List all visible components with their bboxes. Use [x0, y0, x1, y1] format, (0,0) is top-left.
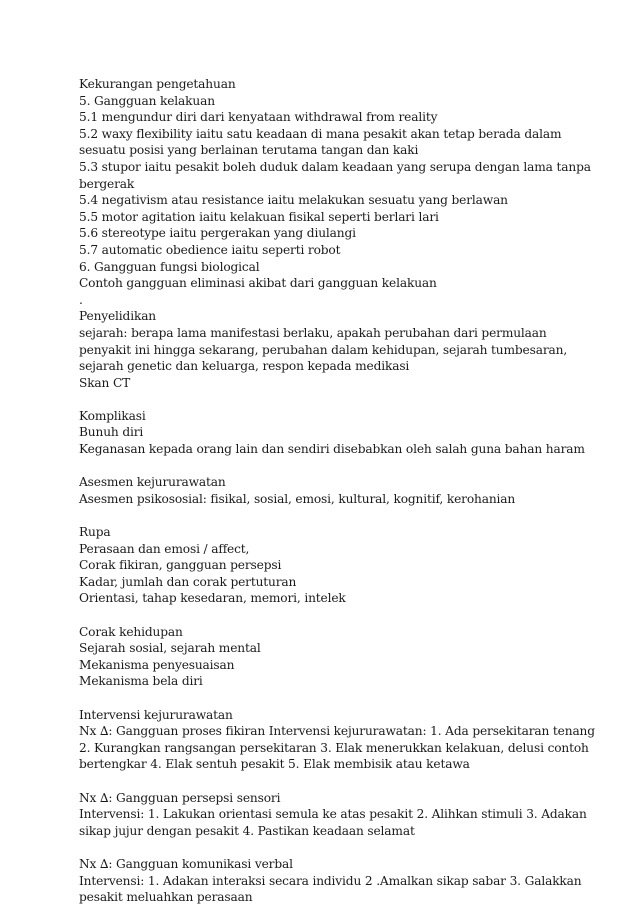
text-line: Mekanisma penyesuaisan [79, 657, 235, 672]
text-line: sejarah: berapa lama manifestasi berlaku, apakah perubahan dari permulaan [79, 325, 547, 340]
paragraph-spacer [79, 839, 569, 856]
text-block [79, 408, 585, 458]
text-line: Skan CT [79, 375, 131, 390]
block-heading-line: Asesmen kejururawatan [79, 475, 226, 490]
text-block [79, 624, 569, 690]
text-line: sikap jujur dengan pesakit 4. Pastikan keadaan selamat [79, 823, 415, 838]
paragraph-spacer [79, 690, 569, 707]
paragraph-spacer [79, 391, 569, 408]
block-heading-line: Corak kehidupan [79, 624, 183, 639]
text-line: . [79, 292, 83, 307]
block-heading-line: Nx ∆: Gangguan komunikasi verbal [79, 856, 293, 871]
text-block [79, 76, 591, 391]
text-line: Intervensi: 1. Adakan interaksi secara individu 2 .Amalkan sikap sabar 3. Galakkan [79, 873, 582, 888]
text-line: bergerak [79, 176, 135, 191]
text-block [79, 524, 569, 607]
text-line: 5.2 waxy flexibility iaitu satu keadaan di mana pesakit akan tetap berada dalam [79, 126, 562, 141]
text-line: pesakit meluahkan perasaan [79, 890, 253, 905]
text-line: 5.4 negativism atau resistance iaitu melakukan sesuatu yang berlawan [79, 193, 508, 208]
text-line: Kadar, jumlah dan corak pertuturan [79, 574, 297, 589]
text-line: sejarah genetic dan keluarga, respon kepada medikasi [79, 359, 410, 374]
text-line: 5.1 mengundur diri dari kenyataan withdrawal from reality [79, 110, 438, 125]
text-line: 2. Kurangkan rangsangan persekitaran 3. Elak menerukkan kelakuan, delusi contoh [79, 740, 589, 755]
paragraph-spacer [79, 773, 569, 790]
text-line: Intervensi: 1. Lakukan orientasi semula ke atas pesakit 2. Alihkan stimuli 3. Adakan [79, 807, 587, 822]
text-line: penyakit ini hingga sekarang, perubahan dalam kehidupan, sejarah tumbesaran, [79, 342, 568, 357]
text-block [79, 856, 582, 906]
text-line: 5.7 automatic obedience iaitu seperti robot [79, 242, 341, 257]
text-line: Corak fikiran, gangguan persepsi [79, 558, 282, 573]
text-line: 6. Gangguan fungsi biological [79, 259, 260, 274]
block-heading-line: Intervensi kejururawatan [79, 707, 233, 722]
text-line: Keganasan kepada orang lain dan sendiri disebabkan oleh salah guna bahan haram [79, 442, 585, 457]
text-line: Perasaan dan emosi / affect, [79, 541, 250, 556]
text-line: Nx ∆: Gangguan proses fikiran Intervensi kejururawatan: 1. Ada persekitaran tenang [79, 724, 595, 739]
text-block [79, 707, 595, 773]
document-page [79, 76, 595, 906]
text-line: bertengkar 4. Elak sentuh pesakit 5. Elak membisik atau ketawa [79, 757, 470, 772]
text-line: 5. Gangguan kelakuan [79, 93, 215, 108]
text-line: Mekanisma bela diri [79, 674, 203, 689]
text-block [79, 790, 587, 840]
text-line: Penyelidikan [79, 309, 157, 324]
text-line: 5.5 motor agitation iaitu kelakuan fisikal seperti berlari lari [79, 209, 439, 224]
text-line: Contoh gangguan eliminasi akibat dari gangguan kelakuan [79, 276, 437, 291]
paragraph-spacer [79, 458, 569, 475]
block-heading-line: Nx ∆: Gangguan persepsi sensori [79, 790, 281, 805]
block-heading-line: Komplikasi [79, 408, 146, 423]
text-line: Asesmen psikososial: fisikal, sosial, emosi, kultural, kognitif, kerohanian [79, 491, 516, 506]
block-heading-line: Kekurangan pengetahuan [79, 77, 236, 91]
text-line: 5.3 stupor iaitu pesakit boleh duduk dalam keadaan yang serupa dengan lama tanpa [79, 159, 591, 174]
block-heading-line: Rupa [79, 525, 111, 540]
text-line: Sejarah sosial, sejarah mental [79, 641, 261, 656]
text-block [79, 474, 569, 507]
text-line: 5.6 stereotype iaitu pergerakan yang diulangi [79, 226, 356, 241]
text-line: Bunuh diri [79, 425, 144, 440]
paragraph-spacer [79, 507, 569, 524]
text-line: sesuatu posisi yang berlainan terutama tangan dan kaki [79, 143, 419, 158]
paragraph-spacer [79, 607, 569, 624]
text-line: Orientasi, tahap kesedaran, memori, intelek [79, 591, 346, 606]
